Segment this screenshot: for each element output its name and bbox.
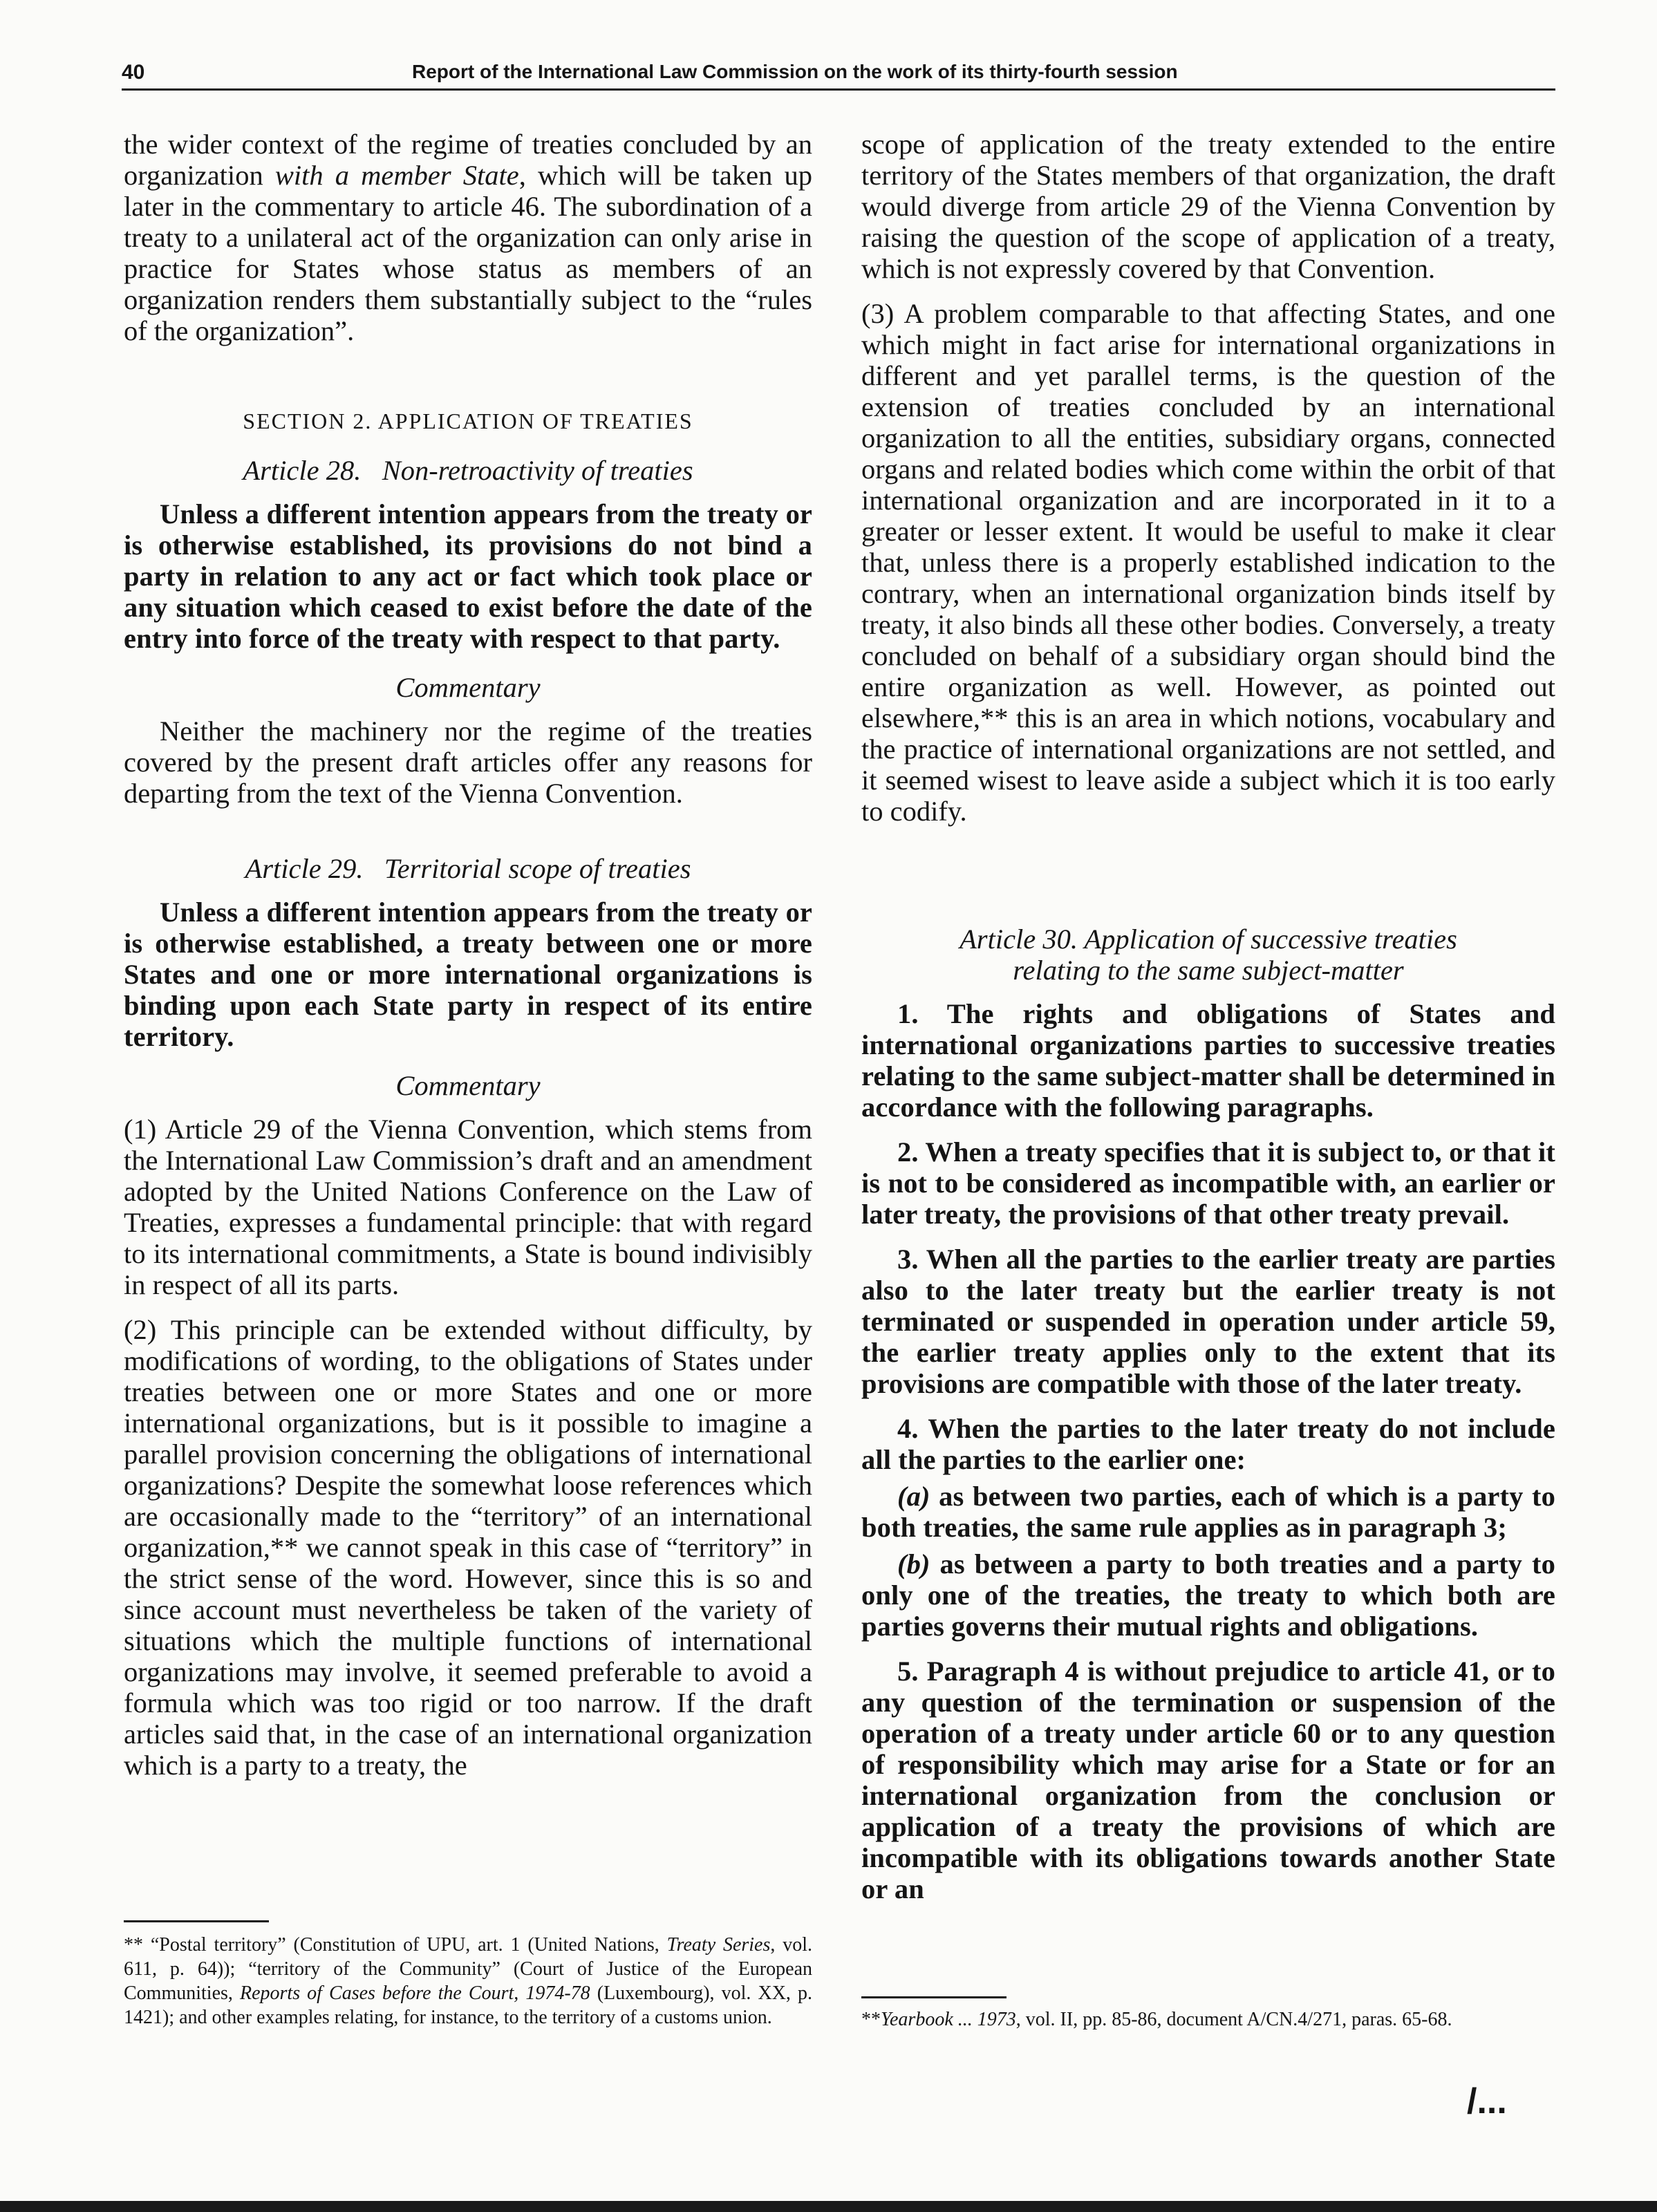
- footnote-rule: [861, 1996, 1007, 1998]
- footnote-left: ** “Postal territory” (Constitution of UPU, art. 1 (United Nations, Treaty Series, vol. 611, p. 64)); “territory of the Community” (Court of Justice of the European Communities, Reports of Cases before the Court, 1974-78 (Luxembourg), vol. XX, p. 1421); and other examples relating, for instance, to the territory of a customs union.: [124, 1934, 812, 2028]
- commentary-paragraph-3: (3) A problem comparable to that affecting States, and one which might in fact arise for international organizations in different and yet parallel terms, is the question of the extension of treaties concluded by an international organization to all the entities, subsidiary organs, connected organs and related bodies which come within the orbit of that international organization and are incorporated in it to a greater or lesser extent. It would be useful to make it clear that, unless there is a properly established indication to the contrary, when an international organization binds itself by treaty, it also binds all these other bodies. Conversely, a treaty concluded on behalf of a subsidiary organ should bind the entire organization as well. However, as pointed out elsewhere,** this is an area in which notions, vocabulary and the practice of international organizations are not settled, and it seemed wisest to leave aside a subject which it is too early to codify.: [861, 298, 1555, 827]
- header-rule: [122, 88, 1555, 91]
- commentary-paragraph-2: (2) This principle can be extended without difficulty, by modifications of wording, to the obligations of States under treaties between one or more States and one or more international organizations, but is it possible to imagine a parallel provision concerning the obligations of international organizations? Despite the somewhat loose references which are occasionally made to the “territory” of an international organization,** we cannot speak in this case of “territory” in the strict sense of the word. However, since this is so and since account must nevertheless be taken of the variety of situations which the multiple functions of international organizations may involve, it seemed preferable to avoid a formula which was too rigid or too narrow. If the draft articles said that, in the case of an international organization which is a party to a treaty, the: [124, 1314, 812, 1781]
- left-column: [124, 129, 812, 2036]
- article-30-heading-line-1: Article 30. Application of successive treaties: [959, 924, 1457, 955]
- intro-paragraph: the wider context of the regime of treaties concluded by an organization with a member State, which will be taken up later in the commentary to article 46. The subordination of a treaty to a unilateral act of the organization can only arise in practice for States whose status as members of an organization renders them substantially subject to the “rules of the organization”.: [124, 129, 812, 346]
- article-30-paragraph-5: 5. Paragraph 4 is without prejudice to article 41, or to any question of the termination or suspension of the operation of a treaty under article 60 or to any question of responsibility which may arise for a State or for an international organization from the conclusion or application of a treaty the provisions of which are incompatible with its obligations towards another State or an: [861, 1656, 1555, 1904]
- article-30-heading-line-2: relating to the same subject-matter: [1013, 955, 1404, 986]
- section-heading: SECTION 2. APPLICATION OF TREATIES: [243, 409, 693, 433]
- continued-mark: /...: [1467, 2081, 1507, 2121]
- article-28-commentary: Neither the machinery nor the regime of the treaties covered by the present draft articles offer any reasons for departing from the text of the Vienna Convention.: [124, 715, 812, 809]
- right-column: [861, 129, 1555, 1904]
- article-30-subparagraph-b: (b) as between a party to both treaties and a party to only one of the treaties, the treaty to which both are parties governs their mutual rights and obligations.: [861, 1548, 1555, 1642]
- article-30-paragraph-2: 2. When a treaty specifies that it is subject to, or that it is not to be considered as incompatible with, an earlier or later treaty, the provisions of that other treaty prevail.: [861, 1136, 1555, 1230]
- commentary-paragraph-1: (1) Article 29 of the Vienna Convention, which stems from the International Law Commission’s draft and an amendment adopted by the United Nations Conference on the Law of Treaties, expresses a fundamental principle: that with regard to its international commitments, a State is bound indivisibly in respect of all its parts.: [124, 1114, 812, 1300]
- commentary-heading: Commentary: [395, 1070, 541, 1101]
- running-header: [122, 58, 1555, 93]
- article-28-text: Unless a different intention appears from the treaty or is otherwise established, its provisions do not bind a party in relation to any act or fact which took place or any situation which ceased to exist before the date of the entry into force of the treaty with respect to that party.: [124, 498, 812, 654]
- article-30-paragraph-4: 4. When the parties to the later treaty do not include all the parties to the earlier one:: [861, 1413, 1555, 1475]
- page-number: 40: [122, 61, 145, 84]
- article-28-heading: Article 28. Non-retroactivity of treaties: [243, 455, 693, 486]
- footnote-rule: [124, 1920, 269, 1922]
- commentary-heading: Commentary: [395, 672, 541, 703]
- article-30-subparagraph-a: (a) as between two parties, each of which is a party to both treaties, the same rule applies as in paragraph 3;: [861, 1481, 1555, 1543]
- footnote-right: **Yearbook ... 1973, vol. II, pp. 85-86, document A/CN.4/271, paras. 65-68.: [861, 2009, 1452, 2030]
- continued-paragraph: scope of application of the treaty extended to the entire territory of the States members of that organization, the draft would diverge from article 29 of the Vienna Convention by raising the question of the scope of application of a treaty, which is not expressly covered by that Convention.: [861, 129, 1555, 284]
- running-title: Report of the International Law Commission on the work of its thirty-fourth session: [412, 61, 1178, 82]
- scan-edge: [0, 2201, 1657, 2212]
- article-30-paragraph-3: 3. When all the parties to the earlier treaty are parties also to the later treaty but the earlier treaty is not terminated or suspended in operation under article 59, the earlier treaty applies only to the extent that its provisions are compatible with those of the later treaty.: [861, 1244, 1555, 1399]
- article-29-text: Unless a different intention appears from the treaty or is otherwise established, a treaty between one or more States and one or more international organizations is binding upon each State party in respect of its entire territory.: [124, 897, 812, 1052]
- article-29-heading: Article 29. Territorial scope of treaties: [245, 853, 691, 884]
- article-30-paragraph-1: 1. The rights and obligations of States and international organizations parties to successive treaties relating to the same subject-matter shall be determined in accordance with the following paragraphs.: [861, 998, 1555, 1123]
